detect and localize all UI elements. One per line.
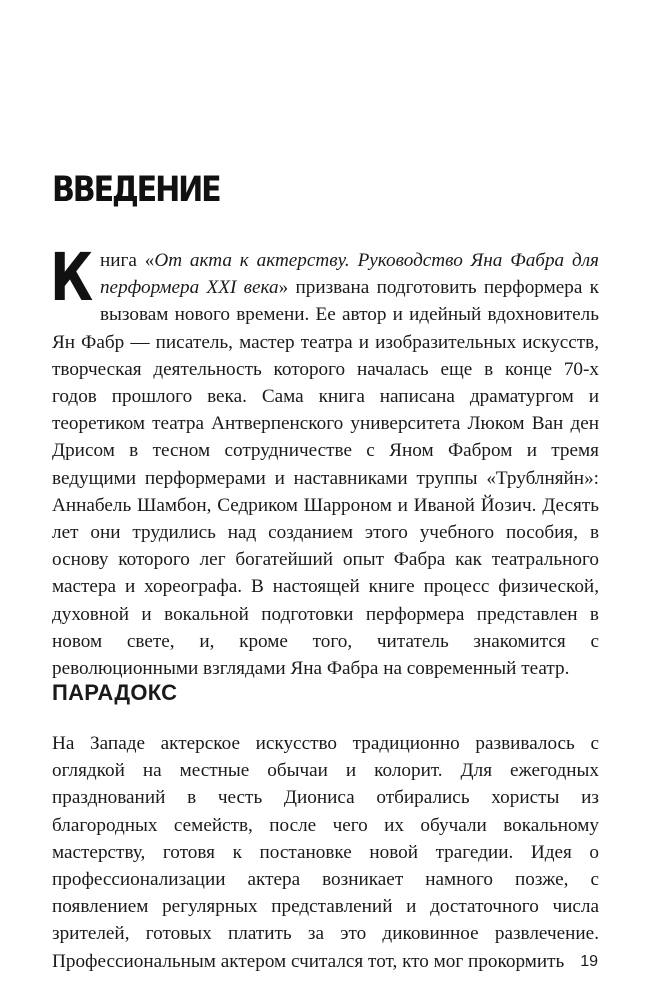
intro-text-start: нига « — [99, 250, 155, 271]
section-heading: ПАРАДОКС — [52, 680, 178, 705]
chapter-title: ВВЕДЕНИЕ — [52, 170, 220, 210]
section-paragraph: На Западе актерское искусство традиционно развивалось с оглядкой на местные обычаи и колорит. Для ежегодных празднований в честь Диониса отбирались хористы из благородных семейств, после чего их обучали вокальному мастерству, готовя к постановке новой трагедии. Идея о профессионализации актера возникает намного позже, с появлением регулярных представлений и достаточного числа зрителей, готовых платить за это диковинное развлечение. Профессиональным актером считался тот, кто мог прокормить — [52, 733, 599, 972]
intro-text-rest: » призвана подготовить перформера к вызовам нового времени. Ее автор и идейный вдохновитель Ян Фабр — писатель, мастер театра и изобразительных искусств, творческая деятельность которого началась еще в конце 70-х годов прошлого века. Сама книга написана драматургом и теоретиком театра Антверпенского университета Люком Ван ден Дрисом в тесном сотрудничестве с Яном Фабром и тремя ведущими перформерами и наставниками труппы «Трублняйн»: Аннабель Шамбон, Седриком Шарроном и Иваной Йозич. Десять лет они трудились над созданием этого учебного пособия, в основу которого лег богатейший опыт Фабра как театрального мастера и хореографа. В настоящей книге процесс физической, духовной и вокальной подготовки перформера представлен в новом свете, и, кроме того, читатель знакомится с революционными взглядами Яна Фабра на современный театр. — [52, 277, 599, 680]
drop-cap: К — [50, 239, 94, 316]
page-number: 19 — [580, 953, 598, 970]
intro-paragraph — [50, 239, 599, 682]
book-title-italic: От акта к актерству. Руководство Яна Фабра для перформера XXI века — [99, 250, 599, 299]
